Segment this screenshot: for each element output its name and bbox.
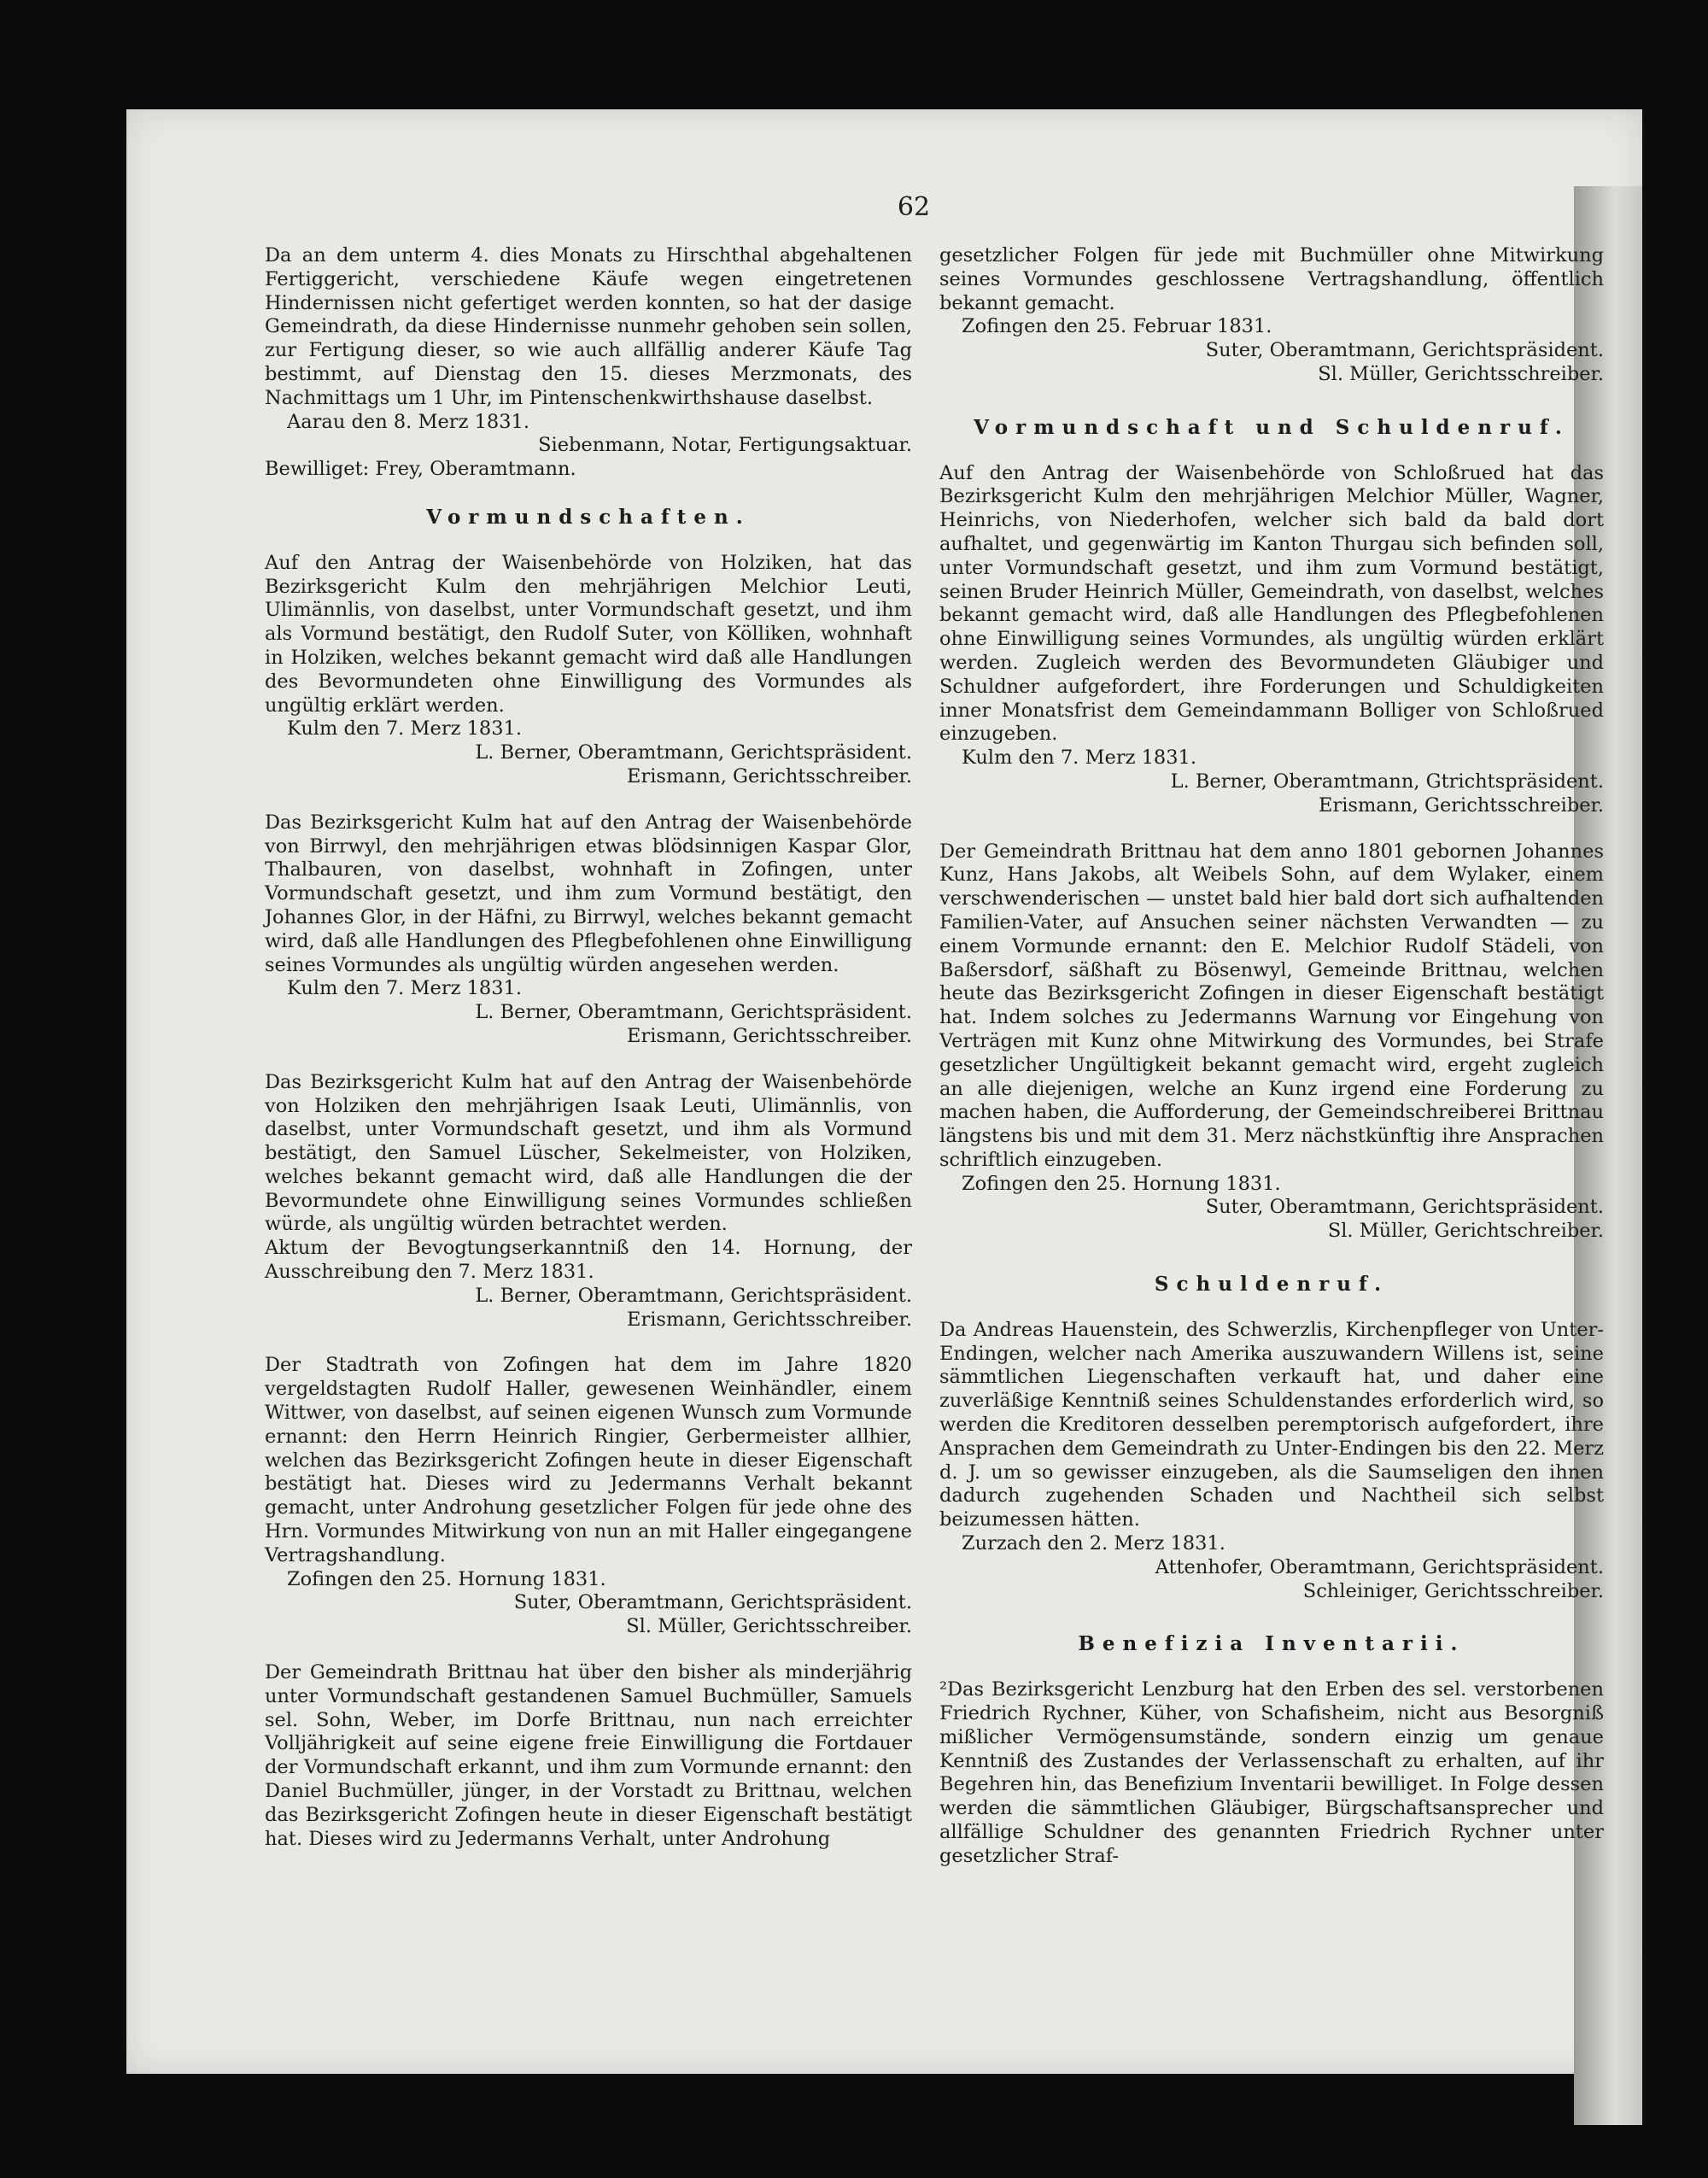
notice-buchmueller [265,1661,912,1851]
notice-date: Kulm den 7. Merz 1831. [287,977,522,1000]
notice-fertiggericht [265,244,912,482]
notice-haller [265,1354,912,1639]
notice-body: Der Stadtrath von Zofingen hat dem im Jahre 1820 vergeldstagten Rudolf Haller, gewesenen Weinhändler, einem Wittwer, von daselbst, auf seinen eigenen Wunsch zum Vormunde ernannt: den Herrn Heinrich Ringier, Gerbermeister allhier, welchen das Bezirksgericht Zofingen heute in dieser Eigenschaft bestätigt hat. Dieses wird zu Jedermanns Verhalt bekannt gemacht, unter Androhung gesetzlicher Folgen für jede ohne des Hrn. Vormundes Mitwirkung von nun an mit Haller eingegangene Vertragshandlung. [265,1354,912,1566]
notice-date: Zofingen den 25. Hornung 1831. [287,1567,606,1590]
notice-signature: Siebenmann, Notar, Fertigungsaktuar. [538,434,912,457]
notice-date: Kulm den 7. Merz 1831. [962,746,1196,770]
notice-date: Zurzach den 2. Merz 1831. [962,1532,1225,1555]
notice-isaak-leuti [265,1071,912,1332]
notice-signature: Schleiniger, Gerichtsschreiber. [1302,1579,1604,1602]
right-column [939,244,1604,1869]
notice-body: Das Bezirksgericht Kulm hat auf den Antrag der Waisenbehörde von Holziken den mehrjährigen Isaak Leuti, Ulimännlis, von daselbst, unter Vormundschaft gesetzt, und ihm als Vormund bestätigt, den Samuel Lüscher, Sekelmeister, von Holziken, welches bekannt gemacht wird, daß alle Handlungen die der Bevormundete ohne Einwilligung seines Vormundes schließen würde, als ungültig würden betrachtet werden. Aktum der Bevogtungserkanntniß den 14. Hornung, der Ausschreibung den 7. Merz 1831. [265,1070,912,1284]
notice-kunz [939,840,1604,1244]
notice-body: Der Gemeindrath Brittnau hat über den bisher als minderjährig unter Vormundschaft gestandenen Samuel Buchmüller, Samuels sel. Sohn, Weber, im Dorfe Brittnau, nun nach erreichter Volljährigkeit auf seine eigene freie Einwilligung die Fortdauer der Vormundschaft erkannt, und ihm zum Vormunde ernannt: den Daniel Buchmüller, jünger, in der Vorstadt zu Brittnau, welchen das Bezirksgericht Zofingen heute in dieser Eigenschaft bestätigt hat. Dieses wird zu Jedermanns Verhalt, unter Androhung [265,1661,912,1850]
notice-signature: Sl. Müller, Gerichtsschreiber. [626,1615,912,1638]
notice-leuti [265,552,912,789]
notice-body: Da an dem unterm 4. dies Monats zu Hirschthal abgehaltenen Fertiggericht, verschiedene Käufe wegen eingetretenen Hindernissen nicht gefertiget werden konnten, so hat der dasige Gemeindrath, da diese Hindernisse nunmehr gehoben sein sollen, zur Fertigung dieser, so wie auch allfällig anderer Käufe Tag bestimmt, auf Dienstag den 15. dieses Merzmonats, des Nachmittags um 1 Uhr, im Pintenschenkwirthshause daselbst. [265,244,912,409]
notice-hauenstein [939,1319,1604,1604]
left-column [265,244,912,1851]
notice-date: Aarau den 8. Merz 1831. [287,410,529,433]
notice-signature: L. Berner, Oberamtmann, Gerichtspräsident. [475,741,912,764]
notice-body: Auf den Antrag der Waisenbehörde von Schloßrued hat das Bezirksgericht Kulm den mehrjährigen Melchior Müller, Wagner, Heinrichs, von Niederhofen, welcher sich bald da bald dort aufhaltet, und gegenwärtig im Kanton Thurgau sich befinden soll, unter Vormundschaft gesetzt, und ihm zum Vormund bestätigt, seinen Bruder Heinrich Müller, Gemeindrath, von daselbst, welches bekannt gemacht wird, daß alle Handlungen des Pflegbefohlenen ohne Einwilligung seines Vormundes, als ungültig würden erklärt werden. Zugleich werden des Bevormundeten Gläubiger und Schuldner aufgefordert, ihre Forderungen und Schuldigkeiten inner Monatsfrist dem Gemeindammann Bolliger von Schloßrued einzugeben. [939,461,1604,746]
notice-signature: Suter, Oberamtmann, Gerichtspräsident. [1205,339,1604,362]
notice-date: Zofingen den 25. Februar 1831. [962,315,1272,338]
notice-signature: Attenhofer, Oberamtmann, Gerichtspräsident. [1155,1555,1604,1578]
notice-signature: L. Berner, Oberamtmann, Gtrichtspräsident. [1170,770,1604,793]
notice-signature: Sl. Müller, Gerichtschreiber. [1327,1220,1604,1243]
page-number: 62 [897,192,931,222]
section-heading-vormundschaften: Vormundschaften. [426,505,751,529]
notice-signature: L. Berner, Oberamtmann, Gerichtspräsident. [475,1001,912,1024]
notice-body: Da Andreas Hauenstein, des Schwerzlis, Kirchenpfleger von Unter-Endingen, welcher nach Amerika auszuwandern Willens ist, seine sämmtlichen Liegenschaften verkauft hat, und daher eine zuverläßige Kenntniß seines Schuldenstandes erforderlich wird, so werden die Kreditoren desselben peremptorisch aufgefordert, ihre Ansprachen dem Gemeindrath zu Unter-Endingen bis den 22. Merz d. J. um so gewisser einzugeben, als die Saumseligen den ihnen dadurch zugehenden Schaden und Nachtheil sich selbst beizumessen hätten. [939,1318,1604,1531]
notice-mueller [939,462,1604,818]
notice-body: ²Das Bezirksgericht Lenzburg hat den Erben des sel. verstorbenen Friedrich Rychner, Küher, von Schafisheim, nicht aus Besorgniß mißlicher Vermögensumstände, sondern einzig um genaue Kenntniß des Zustandes der Verlassenschaft zu erhalten, auf ihr Begehren hin, das Benefizium Inventarii bewilliget. In Folge dessen werden die sämmtlichen Gläubiger, Bürgschaftsansprecher und allfällige Schuldner des genannten Friedrich Rychner unter gesetzlicher Straf- [939,1678,1604,1867]
notice-date: Kulm den 7. Merz 1831. [287,717,522,741]
notice-signature: Erismann, Gerichtsschreiber. [627,764,912,787]
notice-rychner [939,1678,1604,1868]
section-heading-vormundschaft-schuldenruf: Vormundschaft und Schuldenruf. [974,415,1570,439]
notice-approval: Bewilliget: Frey, Oberamtmann. [265,458,576,481]
notice-signature: Erismann, Gerichtsschreiber. [627,1308,912,1331]
notice-signature: Erismann, Gerichtsschreiber. [627,1024,912,1047]
notice-signature: Suter, Oberamtmann, Gerichtspräsident. [513,1591,912,1614]
notice-signature: L. Berner, Oberamtmann, Gerichtspräsident. [475,1284,912,1307]
notice-body: Auf den Antrag der Waisenbehörde von Holziken, hat das Bezirksgericht Kulm den mehrjährigen Melchior Leuti, Ulimännlis, von daselbst, unter Vormundschaft gesetzt, und ihm als Vormund bestätigt, den Rudolf Suter, von Kölliken, wohnhaft in Holziken, welches bekannt gemacht wird daß alle Handlungen des Bevormundeten ohne Einwilligung des Vormundes als ungültig erklärt werden. [265,551,912,717]
section-heading-schuldenruf: Schuldenruf. [1154,1273,1389,1297]
notice-glor [265,811,912,1049]
notice-date: Zofingen den 25. Hornung 1831. [962,1172,1281,1195]
notice-body: gesetzlicher Folgen für jede mit Buchmüller ohne Mitwirkung seines Vormundes geschlossene Vertragshandlung, öffentlich bekannt gemacht. [939,244,1604,314]
section-heading-benefizia-inventarii: Benefizia Inventarii. [1078,1632,1465,1656]
notice-body: Der Gemeindrath Brittnau hat dem anno 1801 gebornen Johannes Kunz, Hans Jakobs, alt Weibels Sohn, auf dem Wylaker, einem verschwenderischen — unstet bald hier bald dort sich aufhaltenden Familien-Vater, auf Ansuchen seiner nächsten Verwandten — zu einem Vormunde ernannt: den E. Melchior Rudolf Städeli, von Baßersdorf, säßhaft zu Bösenwyl, Gemeinde Brittnau, welchen heute das Bezirksgericht Zofingen in dieser Eigenschaft bestätigt hat. Indem solches zu Jedermanns Warnung vor Eingehung von Verträgen mit Kunz ohne Mitwirkung des Vormundes, bei Strafe gesetzlicher Ungültigkeit bekannt gemacht wird, ergeht zugleich an alle diejenigen, welche an Kunz irgend eine Forderung zu machen haben, die Aufforderung, der Gemeindschreiberei Brittnau längstens bis und mit dem 31. Merz nächstkünftig ihre Ansprachen schriftlich einzugeben. [939,840,1604,1171]
notice-signature: Sl. Müller, Gerichtsschreiber. [1318,362,1604,385]
notice-body: Das Bezirksgericht Kulm hat auf den Antrag der Waisenbehörde von Birrwyl, den mehrjährigen etwas blödsinnigen Kaspar Glor, Thalbauren, von daselbst, wohnhaft in Zofingen, unter Vormundschaft gesetzt, und ihm zum Vormund bestätigt, den Johannes Glor, in der Häfni, zu Birrwyl, welches bekannt gemacht wird, daß alle Handlungen des Pflegbefohlenen ohne Einwilligung seines Vormundes als ungültig würden angesehen werden. [265,811,912,976]
notice-signature: Suter, Oberamtmann, Gerichtspräsident. [1205,1196,1604,1219]
notice-signature: Erismann, Gerichtsschreiber. [1319,793,1604,817]
notice-buchmueller-continued [939,244,1604,387]
